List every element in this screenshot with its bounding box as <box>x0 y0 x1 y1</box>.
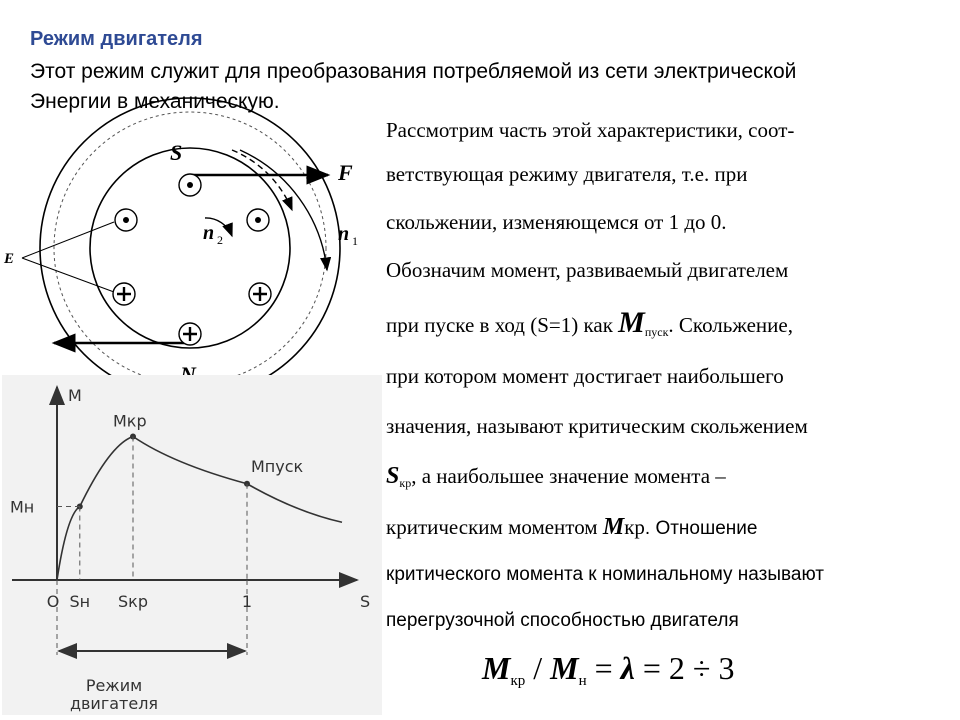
n1-label: n <box>338 223 350 245</box>
emf-e-label: E <box>4 251 15 267</box>
force-f-label: F <box>338 160 353 185</box>
text-line-9 <box>386 514 757 541</box>
air-gap-dashed-circle <box>54 112 326 384</box>
rotation-arc-inner <box>232 150 292 210</box>
y-tick-label: Mн <box>10 497 35 517</box>
x-axis-label: S <box>360 592 371 611</box>
conductor-cross-right <box>249 283 271 305</box>
text-line-11: перегрузочной способностью двигателя <box>386 610 739 631</box>
x-tick-label: Sн <box>69 592 91 611</box>
text-line-6: при котором момент достигает наибольшего <box>386 364 784 388</box>
rotor-circle <box>90 148 290 348</box>
formula-eq: = <box>586 650 621 686</box>
overload-formula <box>482 650 734 690</box>
text-line-2: ветствующая режиму двигателя, т.е. при <box>386 162 748 186</box>
conductor-dot-right <box>247 209 269 231</box>
intro-line-2: Энергии в механическую. <box>30 90 280 113</box>
n1-subscript: 1 <box>352 234 358 248</box>
conductor-cross-bottom <box>179 323 201 345</box>
formula-lambda: λ <box>620 650 635 686</box>
x-tick-label: Sкр <box>118 592 148 611</box>
m-start-symbol: M <box>618 306 645 339</box>
formula-m2: M <box>550 650 579 686</box>
annotation-mpusk: Mпуск <box>251 456 304 476</box>
x-tick-label: 1 <box>241 592 253 611</box>
conductor-dot-left <box>115 209 137 231</box>
text-line-5-b: . Скольжение, <box>668 313 793 337</box>
text-line-4: Обозначим момент, развиваемый двигателем <box>386 258 789 282</box>
conductor-cross-left <box>113 283 135 305</box>
rotation-arc-outer <box>240 150 327 270</box>
formula-slash: / <box>525 650 551 686</box>
intro-line-1: Этот режим служит для преобразования потребляемой из сети электрической <box>30 60 797 83</box>
range-label-line-2: двигателя <box>69 694 159 713</box>
text-line-3: скольжении, изменяющемся от 1 до 0. <box>386 210 727 234</box>
e-leader-line-2 <box>22 258 114 292</box>
text-line-1: Рассмотрим часть этой характеристики, соот- <box>386 118 795 142</box>
text-line-8-b: , а наибольшее значение момента – <box>411 464 726 488</box>
text-line-9-a: критическим моментом <box>386 515 603 539</box>
s-crit-symbol: S <box>386 463 400 489</box>
conductor-dot-top <box>179 174 201 196</box>
annotation-mkr: Mкр <box>113 411 147 431</box>
s-crit-subscript: кр <box>399 476 412 490</box>
text-line-10: критического момента к номинальному называют <box>386 564 824 585</box>
m-crit-suffix: кр <box>624 515 645 539</box>
m-start-subscript: пуск <box>644 325 669 339</box>
n2-label: n <box>203 222 215 244</box>
slide-title: Режим двигателя <box>30 28 203 50</box>
text-line-5-a: при пуске в ход (S=1) как <box>386 313 619 337</box>
formula-m2-sub: н <box>578 673 587 689</box>
text-line-7: значения, называют критическим скольжением <box>386 414 808 438</box>
x-tick-label: O <box>46 592 60 611</box>
range-label-line-1: Режим <box>85 676 143 695</box>
text-line-8 <box>386 463 726 491</box>
y-axis-label: M <box>68 386 82 405</box>
e-leader-line-1 <box>22 222 114 258</box>
rotor-rotation-arrow <box>205 218 232 236</box>
stator-outer-circle <box>40 98 340 398</box>
pole-n-label: N <box>180 362 196 387</box>
text-line-9-c: . Отношение <box>644 518 758 539</box>
pole-s-label: S <box>170 140 183 165</box>
torque-slip-chart <box>2 375 382 715</box>
formula-m1-sub: кр <box>510 673 526 689</box>
formula-m1: M <box>482 650 511 686</box>
text-line-5 <box>386 306 793 340</box>
m-crit-symbol: M <box>602 514 625 540</box>
n2-subscript: 2 <box>217 233 223 247</box>
formula-rest: = 2 ÷ 3 <box>634 650 735 686</box>
